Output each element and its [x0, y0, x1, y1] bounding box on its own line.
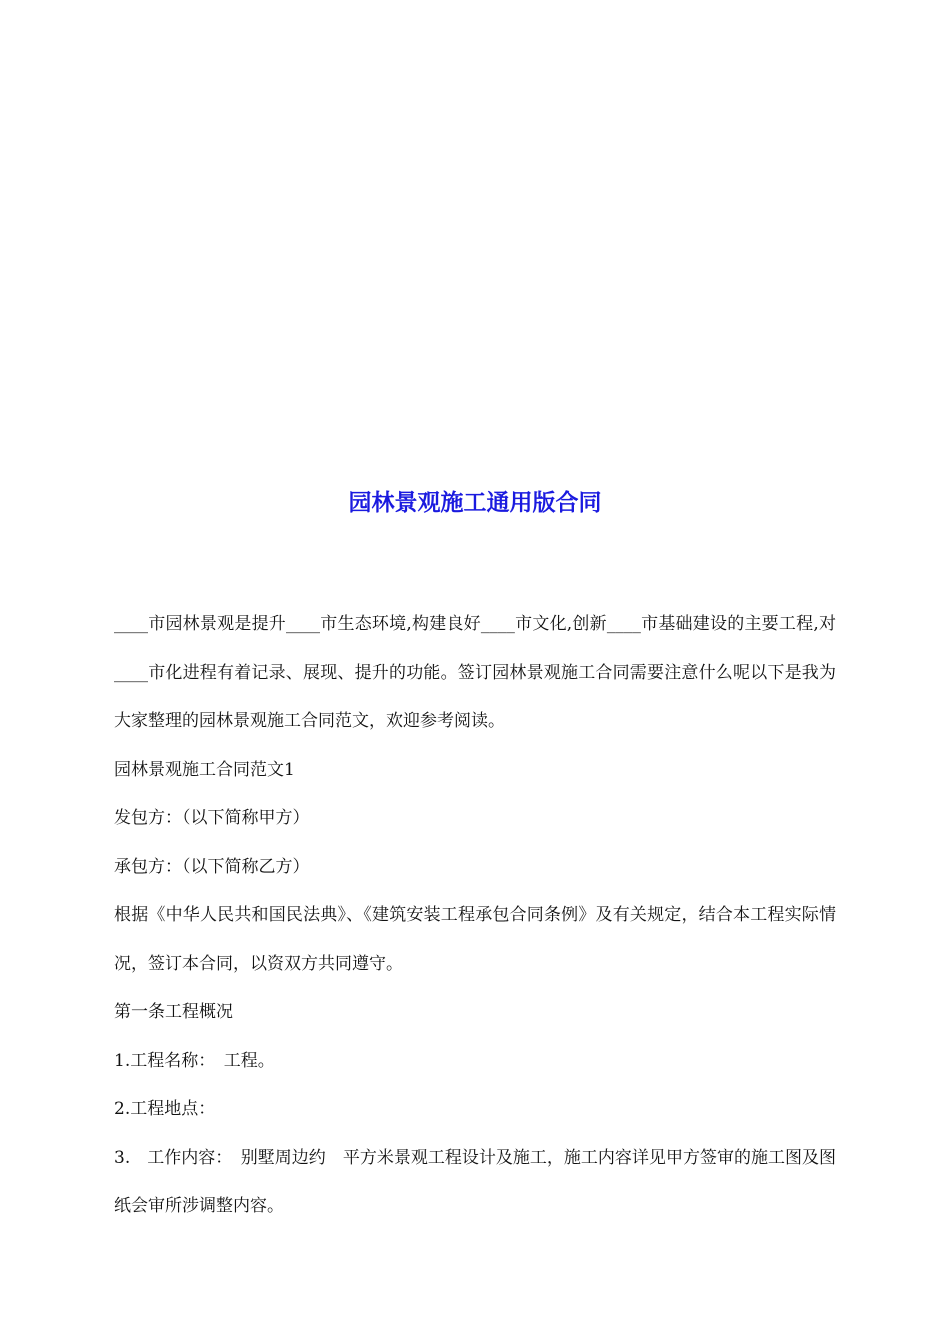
work-content-paragraph: 3. 工作内容： 别墅周边约 平方米景观工程设计及施工，施工内容详见甲方签审的施工图及图纸会审所涉调整内容。 [114, 1147, 836, 1216]
party-a-line: 发包方：（以下简称甲方） [114, 808, 310, 828]
section-heading-sample: 园林景观施工合同范文1 [114, 759, 295, 780]
document-title: 园林景观施工通用版合同 [348, 489, 602, 516]
project-name-line: 1.工程名称： 工程。 [114, 1050, 275, 1071]
party-b-line: 承包方：（以下简称乙方） [114, 856, 310, 877]
document-body [114, 600, 836, 1231]
article-one-heading: 第一条工程概况 [114, 1002, 233, 1022]
project-location-line: 2.工程地点： [114, 1099, 216, 1119]
intro-paragraph: ____市园林景观是提升____市生态环境,构建良好____市文化,创新____市基础建设的主要工程,对____市化进程有着记录、展现、提升的功能。签订园林景观施工合同需要注意什么呢以下是我为大家整理的园林景观施工合同范文，欢迎参考阅读。 [114, 614, 836, 731]
legal-basis-paragraph: 根据《中华人民共和国民法典》、《建筑安装工程承包合同条例》及有关规定，结合本工程实际情况，签订本合同，以资双方共同遵守。 [114, 905, 836, 974]
